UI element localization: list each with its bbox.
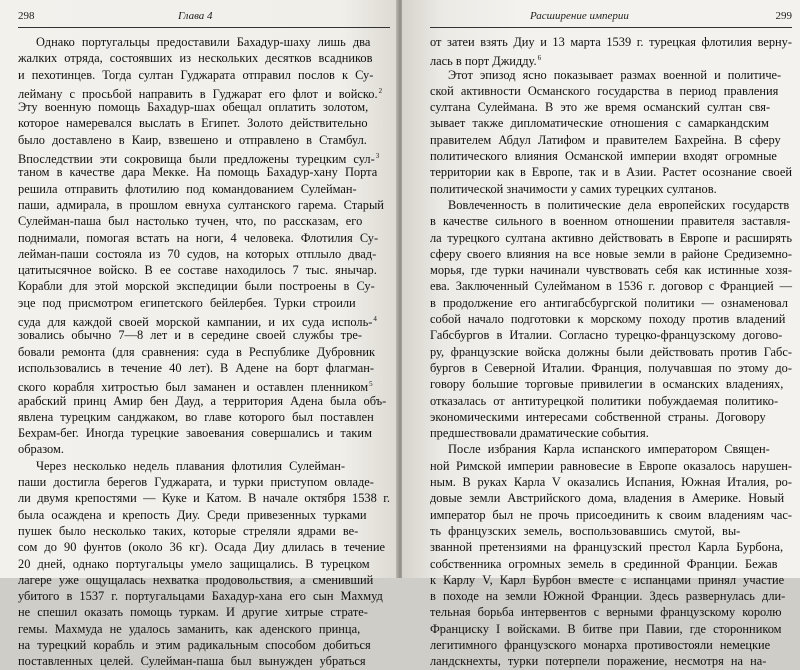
line-text: сом до 90 фунтов (около 36 кг). Осада Диу длилась в течение [18, 540, 386, 555]
right-text-line [430, 230, 792, 246]
left-text-line [18, 425, 390, 441]
left-text-line [18, 246, 390, 262]
line-text: ным. В руках Карла V оказались Испания, Южная Италия, ро- [430, 475, 792, 490]
right-page [402, 0, 800, 669]
left-text-line [18, 50, 390, 66]
line-text: ской активности Османского государства в период правления [430, 83, 779, 98]
right-text-line [430, 181, 792, 197]
line-text: лагере уже ощущалась нехватка продовольствия, а сменивший [18, 572, 374, 587]
footnote-marker: 5 [369, 380, 373, 389]
right-text-line [430, 213, 792, 229]
line-text: предшествовали драматические события. [430, 426, 649, 441]
footnote-marker: 2 [378, 86, 383, 95]
line-text: экономическими интересами собственной страны. Договору [430, 409, 766, 424]
footnote-marker: 4 [373, 315, 377, 324]
right-chapter-title: Расширение империи [530, 10, 629, 22]
right-text-line [430, 148, 792, 164]
right-text-line [430, 376, 792, 392]
left-text-line [18, 181, 390, 197]
left-page [0, 0, 398, 669]
left-text-line [18, 539, 390, 555]
line-text: которое намеревался выслать в Египет. Золото действительно [18, 116, 368, 131]
line-text: тельная борьба интервентов с верными французскому королю [430, 605, 782, 620]
left-text-line [18, 148, 390, 167]
line-text: убитого в 1537 г. португальцами Бахадур-хана его сын Махмуд [18, 589, 383, 604]
line-text: легитимного французского монарха противостояли немецкие [430, 637, 771, 652]
right-text-line [430, 164, 792, 180]
line-text: в походе на земли Южной Франции. Здесь развернулась дли- [430, 589, 786, 604]
line-text: гемы. Махмуда не удалось заманить, как аденского принца, [18, 621, 361, 636]
line-text: в продолжение его антигабсбургской политики — ознаменовал [430, 295, 788, 310]
footnote-marker: 6 [537, 54, 542, 63]
line-text: и пехотинцев. Тогда султан Гуджарата отправил послов к Су- [18, 67, 374, 82]
line-text: Этот эпизод ясно показывает размах военной и политиче- [448, 67, 782, 82]
line-text: отказалась от антитурецкой политики побуждаемая политико- [430, 393, 779, 408]
left-text-line [18, 409, 390, 425]
left-page-number: 298 [18, 10, 35, 22]
line-text: ть французских земель, воспользовавшись смутой, вы- [430, 523, 741, 538]
line-text: Вовлеченность в политические дела европейских государств [448, 197, 790, 212]
right-text-line [430, 83, 792, 99]
left-text-line [18, 67, 390, 83]
line-text: не спешил оказать помощь туркам. И другие хитрые страте- [18, 605, 368, 620]
right-text-line [430, 572, 792, 588]
right-text-line [430, 393, 792, 409]
line-text: лась в порт Джидду. [430, 54, 537, 69]
line-text: ли двумя крепостями — Куке и Катом. В начале октября 1538 г. [18, 491, 390, 506]
right-text-line [430, 523, 792, 539]
right-text-line [430, 132, 792, 148]
left-text-line [18, 523, 390, 539]
left-text-line [18, 441, 390, 457]
footnote-marker: 3 [375, 152, 380, 161]
line-text: Габсбургов в Италии. Согласно турецко-французскому догово- [430, 328, 783, 343]
right-page-number: 299 [775, 10, 792, 22]
right-text-line [430, 246, 792, 262]
left-text-line [18, 393, 390, 409]
line-text: цатитысячное войско. В ее составе находилось 7 тыс. янычар. [18, 263, 377, 278]
line-text: было доставлено в Каир, взвешено и отправлено в Стамбул. [18, 132, 367, 147]
left-text-line [18, 278, 390, 294]
line-text: император был не прочь присоединить к своим владениям час- [430, 507, 792, 522]
line-text: собой начало подготовки к морскому походу против владений [430, 312, 786, 327]
line-text: жалких отряда, состоявших из нескольких десятков всадников [18, 51, 373, 66]
left-running-header [18, 10, 390, 26]
left-text-line [18, 556, 390, 572]
line-text: арабский принц Амир бен Дауд, а территория Адена была объ- [18, 393, 387, 408]
line-text: политической значимости у самих турецких султанов. [430, 181, 717, 196]
right-text-line [430, 507, 792, 523]
right-text-line [430, 278, 792, 294]
line-text: ной Римской империи равновесие в Европе оказалось нарушен- [430, 458, 792, 473]
left-text-line [18, 637, 390, 653]
right-text-line [430, 458, 792, 474]
left-text-line [18, 588, 390, 604]
line-text: явлена турецким санджаком, во главе которого был поставлен [18, 409, 374, 424]
right-text-line [430, 621, 792, 637]
line-text: зовались обычно 7—8 лет и в середине своей службы тре- [18, 328, 363, 343]
line-text: лейман-паши состояла из 70 судов, на которых отплыло двад- [18, 246, 377, 261]
left-text-line [18, 458, 390, 474]
right-running-header [430, 10, 792, 26]
left-chapter-title: Глава 4 [178, 10, 213, 22]
right-text-line [430, 197, 792, 213]
line-text: поднимали, помогая встать на ноги, 4 человека. Флотилия Су- [18, 230, 379, 245]
line-text: бовали ремонта (для сравнения: суда в Республике Дубровник [18, 344, 376, 359]
right-text-line [430, 50, 792, 69]
right-text-line [430, 295, 792, 311]
line-text: Однако португальцы предоставили Бахадур-шаху лишь два [36, 35, 371, 49]
line-text: Впоследствии эти сокровища были предложены турецким сул- [18, 152, 375, 167]
right-text-line [430, 34, 792, 50]
left-text-line [18, 653, 390, 669]
line-text: Корабли для этой морской экспедиции были построены в Су- [18, 279, 375, 294]
right-body-text [430, 34, 792, 670]
left-text-line [18, 115, 390, 131]
left-text-line [18, 376, 390, 395]
left-text-line [18, 262, 390, 278]
line-text: Франциску I войсками. В битве при Павии, где сторонником [430, 621, 782, 636]
line-text: поставленных целей. Сулейман-паша был вынужден убраться [18, 654, 366, 669]
line-text: ева. Заключенный Сулейманом в 1536 г. договор с Францией — [430, 279, 792, 294]
line-text: султана Сулеймана. В это же время османский султан свя- [430, 100, 771, 115]
line-text: таном в качестве дара Мекке. На помощь Бахадур-хану Порта [18, 165, 378, 180]
line-text: Сулейман-паша был настолько тучен, что, по рассказам, его [18, 214, 363, 229]
line-text: ского корабля хитростью был заманен и оставлен пленником [18, 380, 369, 395]
right-text-line [430, 360, 792, 376]
left-text-line [18, 311, 390, 330]
line-text: собственника огромных земель в срединной Франции. Бежав [430, 556, 778, 571]
right-text-line [430, 409, 792, 425]
right-text-line [430, 653, 792, 669]
line-text: морья, где турки начинали чувствовать себя как истинные хозя- [430, 263, 792, 278]
line-text: ла турецкого султана активно действовать в Европе и расширять [430, 230, 792, 245]
right-text-line [430, 556, 792, 572]
right-text-line [430, 327, 792, 343]
left-text-line [18, 507, 390, 523]
left-text-line [18, 327, 390, 343]
right-text-line [430, 344, 792, 360]
left-text-line [18, 474, 390, 490]
line-text: образом. [18, 442, 64, 457]
right-text-line [430, 588, 792, 604]
line-text: территории как в Европе, так и в Азии. Растет осознание своей [430, 165, 792, 180]
left-text-line [18, 197, 390, 213]
left-text-line [18, 164, 390, 180]
line-text: использовались в течение 40 лет). В Адене на борт флагман- [18, 360, 375, 375]
left-text-line [18, 604, 390, 620]
line-text: бургов в Северной Италии. Франция, получавшая по этому до- [430, 360, 792, 375]
left-text-line [18, 230, 390, 246]
line-text: 20 дней, однако португальцы умело защищались. В турецком [18, 556, 370, 571]
line-text: политического влияния Османской империи входят огромные [430, 149, 777, 164]
right-text-line [430, 311, 792, 327]
left-text-line [18, 360, 390, 376]
left-text-line [18, 490, 390, 506]
line-text: на турецкий корабль и этим радикальным способом добиться [18, 637, 371, 652]
line-text: лейману с просьбой направить в Гуджарат его флот и войско. [18, 87, 378, 102]
line-text: от затеи взять Диу и 13 марта 1539 г. турецкая флотилия верну- [430, 35, 792, 49]
left-body-text [18, 34, 390, 670]
line-text: После избрания Карла испанского императором Священ- [448, 442, 770, 457]
line-text: званной претензиями на французский престол Карла Бурбона, [430, 540, 784, 555]
line-text: паши, адмирала, в прошлом евнуха султанского гарема. Старый [18, 197, 384, 212]
left-header-rule [18, 27, 390, 28]
line-text: в качестве сильного в военном отношении правителя заставля- [430, 214, 791, 229]
left-text-line [18, 132, 390, 148]
right-text-line [430, 637, 792, 653]
line-text: Через несколько недель плавания флотилия Сулейман- [36, 458, 346, 473]
left-text-line [18, 572, 390, 588]
left-text-line [18, 213, 390, 229]
line-text: Эту военную помощь Бахадур-шах обещал оплатить золотом, [18, 100, 369, 115]
left-text-line [18, 34, 390, 50]
right-text-line [430, 115, 792, 131]
line-text: зывает также дипломатические отношения с самаркандским [430, 116, 769, 131]
line-text: пушек было несколько таких, которые стреляли ядрами ве- [18, 523, 359, 538]
line-text: эце под присмотром египетского бейлербея. Турки строили [18, 295, 356, 310]
line-text: Бехрам-бег. Иногда турецкие завоевания совершались и таким [18, 426, 372, 441]
line-text: суда для каждой своей морской кампании, и их суда исполь- [18, 315, 373, 330]
right-text-line [430, 490, 792, 506]
right-text-line [430, 99, 792, 115]
right-header-rule [430, 27, 792, 28]
left-text-line [18, 295, 390, 311]
line-text: сферу своего влияния на все новые земли в районе Средиземно- [430, 246, 792, 261]
line-text: ландскнехты, турки потерпели поражение, несмотря на на- [430, 654, 767, 669]
line-text: ру, французские войска должны были действовать против Габс- [430, 344, 792, 359]
left-text-line [18, 621, 390, 637]
line-text: решила отправить флотилию под командованием Сулейман- [18, 181, 357, 196]
line-text: была осаждена и крепость Диу. Среди привезенных турками [18, 507, 367, 522]
line-text: паши достигла берегов Гуджарата, и турки приступом овладе- [18, 475, 374, 490]
line-text: довые земли Австрийского дома, владения в Америке. Новый [430, 491, 785, 506]
right-text-line [430, 539, 792, 555]
right-text-line [430, 67, 792, 83]
left-text-line [18, 344, 390, 360]
right-text-line [430, 425, 792, 441]
right-text-line [430, 604, 792, 620]
line-text: к Карлу V, Карл Бурбон вместе с испанцами принял участие [430, 572, 785, 587]
right-text-line [430, 441, 792, 457]
line-text: говору большие торговые привилегии в османских владениях, [430, 377, 784, 392]
right-text-line [430, 474, 792, 490]
left-text-line [18, 83, 390, 102]
line-text: правителем Абдул Латифом и правителем Бахрейна. В сферу [430, 132, 781, 147]
right-text-line [430, 262, 792, 278]
left-text-line [18, 99, 390, 115]
